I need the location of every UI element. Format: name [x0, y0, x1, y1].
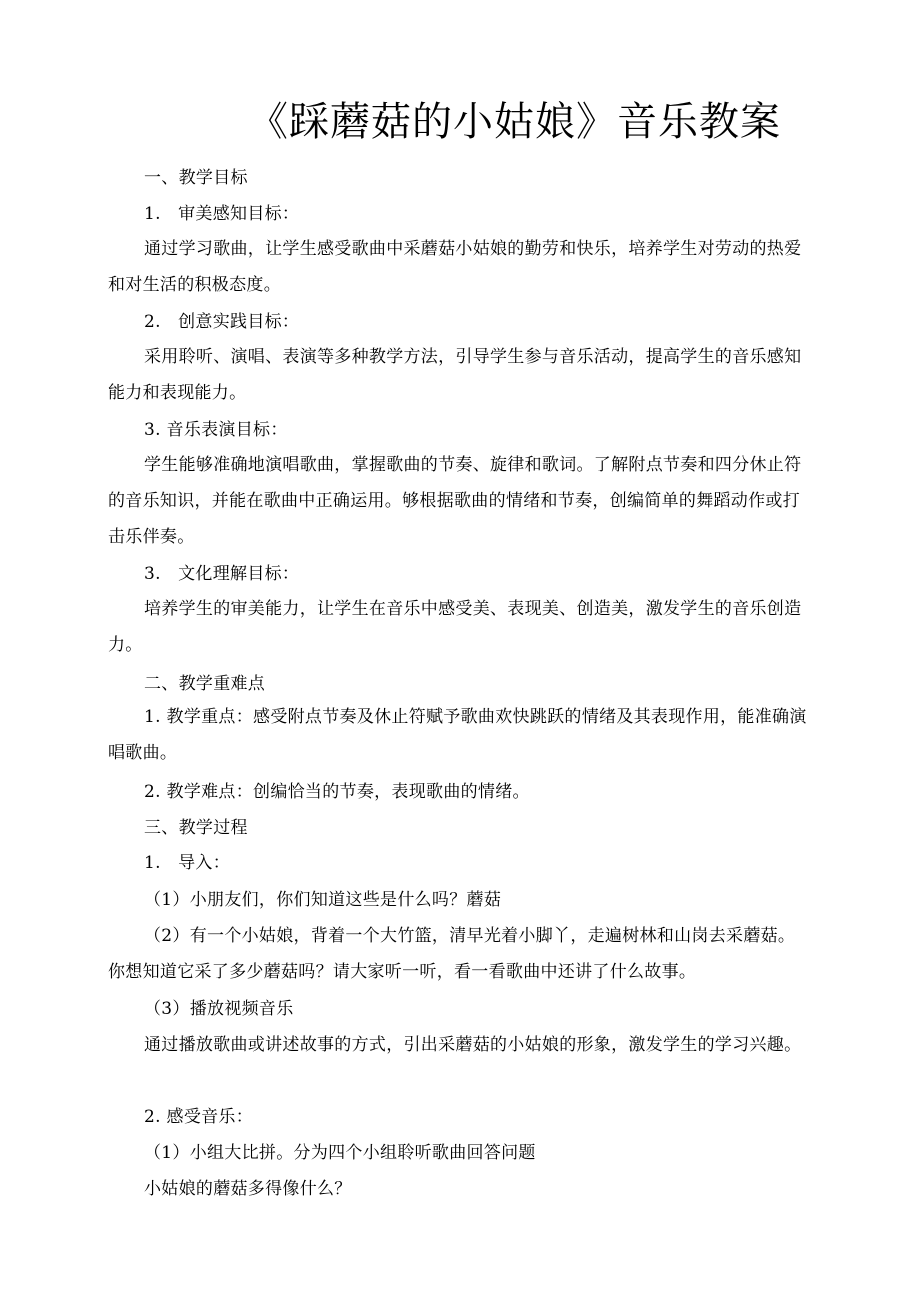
step-2-label: 2. 感受音乐： [144, 1107, 254, 1127]
section-heading-objectives: 一、教学目标 [144, 168, 248, 188]
objective-4-label: 3. 文化理解目标： [144, 564, 300, 584]
page-title: 《踩蘑菇的小姑娘》音乐教案 [248, 99, 781, 145]
objective-2-label: 2. 创意实践目标： [144, 312, 300, 332]
objective-2-text: 采用聆听、演唱、表演等多种教学方法，引导学生参与音乐活动，提高学生的音乐感知能力和表现能力。 [108, 347, 802, 403]
section-heading-key-points: 二、教学重难点 [144, 674, 266, 694]
difficult-point-text: 2. 教学难点：创编恰当的节奏，表现歌曲的情绪。 [144, 782, 530, 802]
objective-1-text: 通过学习歌曲，让学生感受歌曲中采蘑菇小姑娘的勤劳和快乐，培养学生对劳动的热爱和对生活的积极态度。 [108, 239, 802, 295]
step-1-question-3: （3）播放视频音乐 [144, 999, 294, 1019]
step-2-question-1: （1）小组大比拼。分为四个小组聆听歌曲回答问题 [144, 1143, 536, 1163]
step-1-question-1: （1）小朋友们，你们知道这些是什么吗？蘑菇 [144, 890, 502, 910]
step-1-label: 1. 导入： [144, 853, 231, 873]
section-heading-process: 三、教学过程 [144, 818, 248, 838]
key-point-text: 1. 教学重点：感受附点节奏及休止符赋予歌曲欢快跳跃的情绪及其表现作用，能准确演唱歌曲。 [108, 707, 807, 763]
objective-1-label: 1. 审美感知目标： [144, 204, 300, 224]
step-1-question-2: （2）有一个小姑娘，背着一个大竹篮，清早光着小脚丫，走遍树林和山岗去采蘑菇。你想知道它采了多少蘑菇吗？请大家听一听，看一看歌曲中还讲了什么故事。 [108, 926, 796, 982]
objective-4-text: 培养学生的审美能力，让学生在音乐中感受美、表现美、创造美，激发学生的音乐创造力。 [108, 599, 802, 655]
objective-3-text: 学生能够准确地演唱歌曲，掌握歌曲的节奏、旋律和歌词。了解附点节奏和四分休止符的音乐知识，并能在歌曲中正确运用。够根据歌曲的情绪和节奏，创编简单的舞蹈动作或打击乐伴奏。 [108, 455, 802, 547]
step-1-summary: 通过播放歌曲或讲述故事的方式，引出采蘑菇的小姑娘的形象，激发学生的学习兴趣。 [144, 1035, 802, 1055]
step-2-question-2: 小姑娘的蘑菇多得像什么？ [144, 1179, 352, 1199]
objective-3-label: 3. 音乐表演目标： [144, 420, 288, 440]
